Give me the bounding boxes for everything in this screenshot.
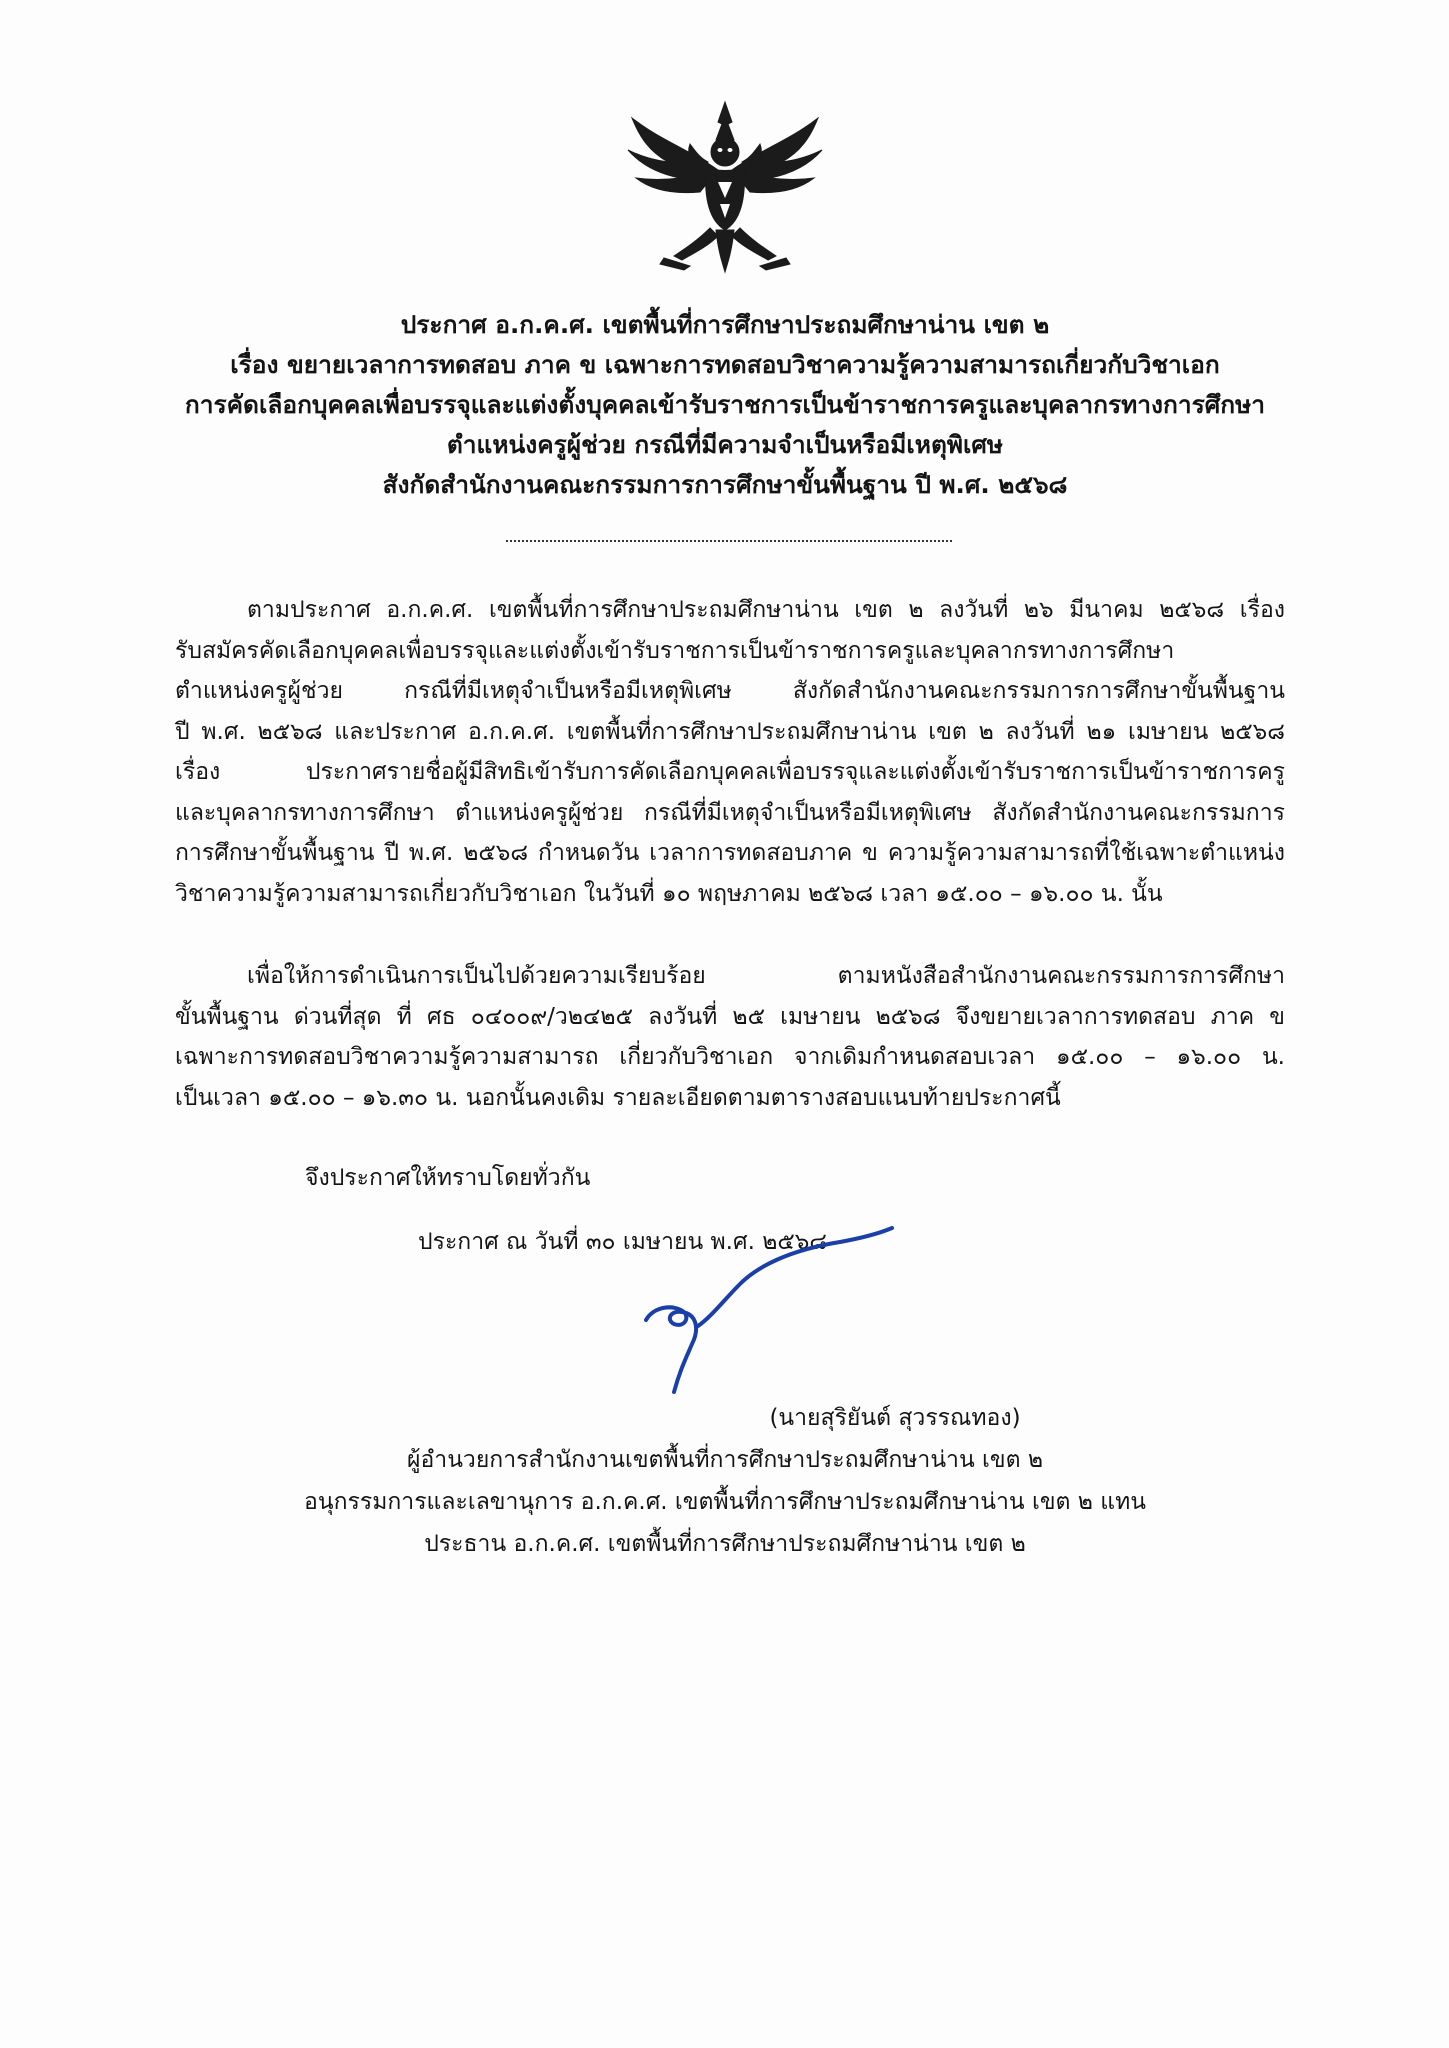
paragraph-2: [175, 956, 1285, 1118]
paragraph-line: และบุคลากรทางการศึกษา ตำแหน่งครูผู้ช่วย กรณีที่มีเหตุจำเป็นหรือมีเหตุพิเศษ สังกัดสำนักงานคณะกรรมการ: [175, 799, 1285, 826]
paragraph-line: เฉพาะการทดสอบวิชาความรู้ความสามารถ เกี่ยวกับวิชาเอก จากเดิมกำหนดสอบเวลา ๑๕.๐๐ – ๑๖.๐๐ น.: [175, 1044, 1285, 1070]
closing-statement: จึงประกาศให้ทราบโดยทั่วกัน: [305, 1165, 591, 1191]
dotted-divider: [506, 540, 952, 542]
header-line-4: ตำแหน่งครูผู้ช่วย กรณีที่มีความจำเป็นหรือมีเหตุพิเศษ: [446, 430, 1004, 459]
signatory-name: (นายสุริยันต์ สุวรรณทอง): [769, 1405, 1021, 1431]
paragraph-line: ปี พ.ศ. ๒๕๖๘ และประกาศ อ.ก.ค.ศ. เขตพื้นที่การศึกษาประถมศึกษาน่าน เขต ๒ ลงวันที่ ๒๑ เมษายน ๒๕๖๘: [175, 718, 1285, 745]
signature-icon: [640, 1220, 940, 1400]
paragraph-line: รับสมัครคัดเลือกบุคคลเพื่อบรรจุและแต่งตั้งเข้ารับราชการเป็นข้าราชการครูและบุคลากรทางการศึกษา: [175, 637, 1175, 664]
paragraph-line: เรื่อง ประกาศรายชื่อผู้มีสิทธิเข้ารับการคัดเลือกบุคคลเพื่อบรรจุและแต่งตั้งเข้ารับราชการเป็นข้าราชการครู: [175, 759, 1285, 785]
header-line-3: การคัดเลือกบุคคลเพื่อบรรจุและแต่งตั้งบุคคลเข้ารับราชการเป็นข้าราชการครูและบุคลากรทางการศึกษา: [184, 390, 1266, 419]
header-subject: เรื่อง ขยายเวลาการทดสอบ ภาค ข เฉพาะการทดสอบวิชาความรู้ความสามารถเกี่ยวกับวิชาเอก: [230, 350, 1220, 379]
paragraph-1: [175, 590, 1285, 914]
header-title: ประกาศ อ.ก.ค.ศ. เขตพื้นที่การศึกษาประถมศึกษาน่าน เขต ๒: [400, 310, 1050, 339]
garuda-emblem-icon: [620, 100, 830, 280]
header-line-5: สังกัดสำนักงานคณะกรรมการการศึกษาขั้นพื้นฐาน ปี พ.ศ. ๒๕๖๘: [382, 470, 1068, 499]
paragraph-line: ตามประกาศ อ.ก.ค.ศ. เขตพื้นที่การศึกษาประถมศึกษาน่าน เขต ๒ ลงวันที่ ๒๖ มีนาคม ๒๕๖๘ เรื่อง: [247, 597, 1285, 623]
signature-block: [180, 1397, 1270, 1565]
signatory-position-1: ผู้อำนวยการสำนักงานเขตพื้นที่การศึกษาประถมศึกษาน่าน เขต ๒: [406, 1447, 1043, 1473]
paragraph-line: วิชาความรู้ความสามารถเกี่ยวกับวิชาเอก ในวันที่ ๑๐ พฤษภาคม ๒๕๖๘ เวลา ๑๕.๐๐ – ๑๖.๐๐ น. นั้น: [175, 880, 1163, 907]
paragraph-line: ตำแหน่งครูผู้ช่วย กรณีที่มีเหตุจำเป็นหรือมีเหตุพิเศษ สังกัดสำนักงานคณะกรรมการการศึกษาขั้นพื้นฐาน: [175, 678, 1285, 704]
paragraph-line: เพื่อให้การดำเนินการเป็นไปด้วยความเรียบร้อย ตามหนังสือสำนักงานคณะกรรมการการศึกษา: [247, 963, 1285, 989]
signatory-position-3: ประธาน อ.ก.ค.ศ. เขตพื้นที่การศึกษาประถมศึกษาน่าน เขต ๒: [424, 1531, 1026, 1557]
paragraph-line: ขั้นพื้นฐาน ด่วนที่สุด ที่ ศธ ๐๔๐๐๙/ว๒๔๒๕ ลงวันที่ ๒๕ เมษายน ๒๕๖๘ จึงขยายเวลาการทดสอบ ภาค ข: [175, 1003, 1285, 1030]
signatory-position-2: อนุกรรมการและเลขานุการ อ.ก.ค.ศ. เขตพื้นที่การศึกษาประถมศึกษาน่าน เขต ๒ แทน: [304, 1489, 1146, 1515]
announcement-date: ประกาศ ณ วันที่ ๓๐ เมษายน พ.ศ. ๒๕๖๘: [418, 1229, 828, 1255]
paragraph-line: การศึกษาขั้นพื้นฐาน ปี พ.ศ. ๒๕๖๘ กำหนดวัน เวลาการทดสอบภาค ข ความรู้ความสามารถที่ใช้เฉพาะตำแหน่ง: [175, 840, 1285, 866]
announcement-header: [120, 305, 1330, 505]
paragraph-line: เป็นเวลา ๑๕.๐๐ – ๑๖.๓๐ น. นอกนั้นคงเดิม รายละเอียดตามตารางสอบแนบท้ายประกาศนี้: [175, 1084, 1061, 1111]
